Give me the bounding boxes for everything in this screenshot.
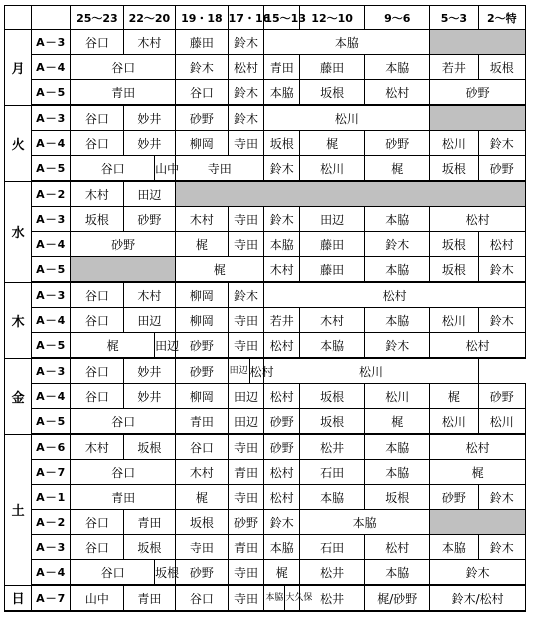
instructor-cell: 鈴木 (264, 510, 300, 535)
day-label: 土 (5, 434, 32, 585)
class-label: A－4 (32, 308, 71, 333)
class-label: A－5 (32, 80, 71, 106)
instructor-cell: 青田 (71, 80, 176, 106)
instructor-cell: 松川 (430, 409, 478, 435)
instructor-cell: 寺田 (228, 207, 264, 232)
instructor-cell: 砂野 (365, 131, 430, 156)
instructor-cell: 谷口 (71, 55, 176, 80)
day-label: 日 (5, 585, 32, 611)
instructor-cell: 松川 (300, 156, 365, 182)
instructor-cell: 谷口 (71, 156, 155, 182)
instructor-cell: 木村 (123, 30, 176, 55)
instructor-cell: 坂根 (264, 131, 300, 156)
instructor-cell: 木村 (176, 207, 229, 232)
day-label: 金 (5, 358, 32, 434)
instructor-cell: 寺田 (228, 485, 264, 510)
instructor-cell: 谷口 (176, 434, 229, 460)
class-label: A－2 (32, 181, 71, 207)
table-row (5, 232, 526, 257)
instructor-cell: 藤田 (176, 30, 229, 55)
header-range: 5〜3 (430, 6, 478, 30)
instructor-cell: 妙井 (123, 105, 176, 131)
instructor-cell: 鈴木 (228, 80, 264, 106)
instructor-cell: 砂野 (176, 105, 229, 131)
instructor-cell: 梶 (264, 560, 300, 586)
instructor-cell: 坂根 (176, 510, 229, 535)
instructor-cell: 若井 (264, 308, 300, 333)
instructor-cell: 松村 (264, 282, 526, 308)
instructor-cell: 砂野 (71, 232, 176, 257)
class-label: A－3 (32, 535, 71, 560)
instructor-cell: 坂根 (155, 560, 176, 586)
instructor-cell: 鈴木 (228, 282, 264, 308)
class-label: A－4 (32, 55, 71, 80)
instructor-cell: 鈴木 (478, 131, 525, 156)
instructor-cell: 田辺 (300, 207, 365, 232)
instructor-cell: 本脇 (365, 560, 430, 586)
empty-slot (430, 30, 526, 55)
table-row (5, 131, 526, 156)
instructor-cell: 田辺 (228, 384, 264, 409)
instructor-cell: 谷口 (71, 358, 124, 384)
instructor-cell: 梶 (176, 257, 264, 283)
instructor-cell: 鈴木/松村 (430, 585, 526, 611)
instructor-cell: 本脇 (300, 485, 365, 510)
class-label: A－5 (32, 409, 71, 435)
instructor-cell: 木村 (123, 282, 176, 308)
class-label: A－4 (32, 560, 71, 586)
instructor-cell: 谷口 (71, 384, 124, 409)
instructor-cell: 松村 (264, 333, 300, 359)
instructor-cell: 谷口 (71, 131, 124, 156)
instructor-cell: 大久保 (285, 585, 300, 611)
instructor-cell: 梶 (430, 384, 478, 409)
instructor-cell: 本脇 (264, 30, 430, 55)
instructor-cell: 谷口 (71, 560, 155, 586)
instructor-cell: 妙井 (123, 131, 176, 156)
table-row (5, 105, 526, 131)
instructor-cell: 砂野 (176, 560, 229, 586)
instructor-cell: 坂根 (300, 409, 365, 435)
header-range: 17・16 (228, 6, 264, 30)
table-row (5, 207, 526, 232)
class-label: A－2 (32, 510, 71, 535)
instructor-cell: 坂根 (71, 207, 124, 232)
instructor-cell: 寺田 (228, 232, 264, 257)
instructor-cell: 谷口 (71, 105, 124, 131)
table-row (5, 156, 526, 182)
instructor-cell: 鈴木 (430, 560, 526, 586)
instructor-cell: 本脇 (264, 585, 285, 611)
instructor-cell: 木村 (264, 257, 300, 283)
instructor-cell: 寺田 (228, 560, 264, 586)
instructor-cell: 鈴木 (264, 207, 300, 232)
class-label: A－7 (32, 585, 71, 611)
instructor-cell: 柳岡 (176, 308, 229, 333)
class-label: A－4 (32, 232, 71, 257)
schedule-table (4, 5, 526, 612)
instructor-cell: 鈴木 (365, 232, 430, 257)
instructor-cell: 坂根 (430, 232, 478, 257)
instructor-cell: 松川 (264, 358, 478, 384)
class-label: A－3 (32, 30, 71, 55)
instructor-cell: 石田 (300, 460, 365, 485)
header-range: 9〜6 (365, 6, 430, 30)
instructor-cell: 田辺 (228, 409, 264, 435)
class-label: A－6 (32, 434, 71, 460)
table-row (5, 460, 526, 485)
header-range: 25〜23 (71, 6, 124, 30)
instructor-cell: 松村 (478, 232, 525, 257)
instructor-cell: 青田 (228, 535, 264, 560)
instructor-cell: 鈴木 (228, 105, 264, 131)
instructor-cell: 田辺 (123, 181, 176, 207)
instructor-cell: 砂野 (176, 358, 229, 384)
instructor-cell: 鈴木 (478, 257, 525, 283)
instructor-cell: 砂野 (430, 485, 478, 510)
class-label: A－5 (32, 156, 71, 182)
instructor-cell: 鈴木 (264, 156, 300, 182)
instructor-cell: 鈴木 (365, 333, 430, 359)
day-label: 水 (5, 181, 32, 282)
table-row (5, 282, 526, 308)
instructor-cell: 松村 (264, 460, 300, 485)
table-row (5, 434, 526, 460)
instructor-cell: 寺田 (228, 434, 264, 460)
instructor-cell: 坂根 (123, 535, 176, 560)
instructor-cell: 木村 (300, 308, 365, 333)
instructor-cell: 青田 (264, 55, 300, 80)
instructor-cell: 松川 (430, 308, 478, 333)
instructor-cell: 妙井 (123, 358, 176, 384)
instructor-cell: 山中 (71, 585, 124, 611)
instructor-cell: 砂野 (123, 207, 176, 232)
table-row (5, 409, 526, 435)
instructor-cell: 青田 (123, 585, 176, 611)
instructor-cell: 坂根 (300, 80, 365, 106)
empty-slot (430, 105, 526, 131)
instructor-cell: 谷口 (71, 282, 124, 308)
instructor-cell: 松村 (430, 333, 526, 359)
class-label: A－5 (32, 333, 71, 359)
instructor-cell: 柳岡 (176, 384, 229, 409)
instructor-cell: 松村 (264, 384, 300, 409)
table-row (5, 80, 526, 106)
instructor-cell: 若井 (430, 55, 478, 80)
instructor-cell: 谷口 (71, 535, 124, 560)
instructor-cell: 坂根 (123, 434, 176, 460)
empty-slot (71, 257, 176, 283)
instructor-cell: 藤田 (300, 55, 365, 80)
instructor-cell: 木村 (71, 434, 124, 460)
instructor-cell: 藤田 (300, 257, 365, 283)
instructor-cell: 鈴木 (478, 535, 525, 560)
instructor-cell: 本脇 (430, 535, 478, 560)
schedule-body (5, 30, 526, 612)
header-row (5, 6, 526, 30)
instructor-cell: 本脇 (365, 55, 430, 80)
instructor-cell: 砂野 (228, 510, 264, 535)
instructor-cell: 谷口 (71, 510, 124, 535)
empty-slot (176, 181, 526, 207)
instructor-cell: 坂根 (365, 485, 430, 510)
header-blank (32, 6, 71, 30)
class-label: A－3 (32, 282, 71, 308)
instructor-cell: 谷口 (176, 80, 229, 106)
class-label: A－4 (32, 384, 71, 409)
instructor-cell: 砂野 (478, 156, 525, 182)
instructor-cell: 松川 (478, 409, 525, 435)
instructor-cell: 梶 (430, 460, 526, 485)
instructor-cell: 青田 (176, 409, 229, 435)
instructor-cell: 寺田 (176, 156, 264, 182)
instructor-cell: 本脇 (300, 510, 430, 535)
instructor-cell: 田辺 (155, 333, 176, 359)
table-row (5, 585, 526, 611)
header-range: 19・18 (176, 6, 229, 30)
instructor-cell: 本脇 (365, 308, 430, 333)
day-label: 木 (5, 282, 32, 358)
class-label: A－5 (32, 257, 71, 283)
instructor-cell: 寺田 (228, 131, 264, 156)
instructor-cell: 砂野 (176, 333, 229, 359)
instructor-cell: 松村 (228, 55, 264, 80)
header-blank (5, 6, 32, 30)
table-row (5, 55, 526, 80)
instructor-cell: 坂根 (478, 55, 525, 80)
instructor-cell: 田辺 (123, 308, 176, 333)
instructor-cell: 砂野 (264, 434, 300, 460)
instructor-cell: 砂野 (264, 409, 300, 435)
instructor-cell: 松村 (430, 207, 526, 232)
instructor-cell: 木村 (176, 460, 229, 485)
instructor-cell: 本脇 (300, 333, 365, 359)
instructor-cell: 松村 (264, 485, 300, 510)
table-row (5, 358, 526, 384)
day-label: 月 (5, 30, 32, 106)
instructor-cell: 谷口 (71, 30, 124, 55)
instructor-cell: 松村 (430, 434, 526, 460)
instructor-cell: 松川 (264, 105, 430, 131)
header-range: 15〜13 (264, 6, 300, 30)
instructor-cell: 鈴木 (478, 485, 525, 510)
instructor-cell: 寺田 (228, 333, 264, 359)
instructor-cell: 山中 (155, 156, 176, 182)
instructor-cell: 本脇 (365, 460, 430, 485)
instructor-cell: 本脇 (264, 232, 300, 257)
table-row (5, 181, 526, 207)
table-row (5, 510, 526, 535)
instructor-cell: 松川 (365, 384, 430, 409)
instructor-cell: 本脇 (365, 257, 430, 283)
instructor-cell: 鈴木 (176, 55, 229, 80)
instructor-cell: 梶 (365, 156, 430, 182)
class-label: A－1 (32, 485, 71, 510)
instructor-cell: 松井 (300, 560, 365, 586)
table-row (5, 30, 526, 55)
instructor-cell: 妙井 (123, 384, 176, 409)
instructor-cell: 本脇 (264, 80, 300, 106)
instructor-cell: 青田 (71, 485, 176, 510)
instructor-cell: 鈴木 (228, 30, 264, 55)
class-label: A－3 (32, 105, 71, 131)
header-range: 2〜特 (478, 6, 525, 30)
instructor-cell: 寺田 (228, 585, 264, 611)
instructor-cell: 松井 (300, 434, 365, 460)
header-range: 12〜10 (300, 6, 365, 30)
table-row (5, 308, 526, 333)
day-label: 火 (5, 105, 32, 181)
instructor-cell: 谷口 (71, 308, 124, 333)
table-row (5, 257, 526, 283)
table-row (5, 535, 526, 560)
table-row (5, 333, 526, 359)
instructor-cell: 鈴木 (478, 308, 525, 333)
instructor-cell: 砂野 (430, 80, 526, 106)
instructor-cell: 松井 (300, 585, 365, 611)
instructor-cell: 松村 (365, 80, 430, 106)
instructor-cell: 青田 (123, 510, 176, 535)
instructor-cell: 梶 (71, 333, 155, 359)
instructor-cell: 坂根 (430, 257, 478, 283)
class-label: A－3 (32, 358, 71, 384)
instructor-cell: 柳岡 (176, 131, 229, 156)
instructor-cell: 青田 (228, 460, 264, 485)
instructor-cell: 木村 (71, 181, 124, 207)
table-row (5, 485, 526, 510)
class-label: A－3 (32, 207, 71, 232)
instructor-cell: 松村 (365, 535, 430, 560)
instructor-cell: 谷口 (71, 409, 176, 435)
instructor-cell: 本脇 (264, 535, 300, 560)
instructor-cell: 本脇 (365, 207, 430, 232)
instructor-cell: 谷口 (176, 585, 229, 611)
instructor-cell: 梶 (365, 409, 430, 435)
class-label: A－4 (32, 131, 71, 156)
instructor-cell: 梶/砂野 (365, 585, 430, 611)
instructor-cell: 本脇 (365, 434, 430, 460)
instructor-cell: 坂根 (430, 156, 478, 182)
instructor-cell: 田辺 (228, 358, 249, 384)
instructor-cell: 寺田 (228, 308, 264, 333)
table-row (5, 560, 526, 586)
instructor-cell: 寺田 (176, 535, 229, 560)
class-label: A－7 (32, 460, 71, 485)
instructor-cell: 柳岡 (176, 282, 229, 308)
instructor-cell: 梶 (300, 131, 365, 156)
header-range: 22〜20 (123, 6, 176, 30)
instructor-cell: 砂野 (478, 384, 525, 409)
instructor-cell: 梶 (176, 232, 229, 257)
instructor-cell: 松村 (249, 358, 264, 384)
instructor-cell: 谷口 (71, 460, 176, 485)
instructor-cell: 坂根 (300, 384, 365, 409)
table-row (5, 384, 526, 409)
instructor-cell: 藤田 (300, 232, 365, 257)
instructor-cell: 松川 (430, 131, 478, 156)
instructor-cell: 石田 (300, 535, 365, 560)
empty-slot (430, 510, 526, 535)
instructor-cell: 梶 (176, 485, 229, 510)
